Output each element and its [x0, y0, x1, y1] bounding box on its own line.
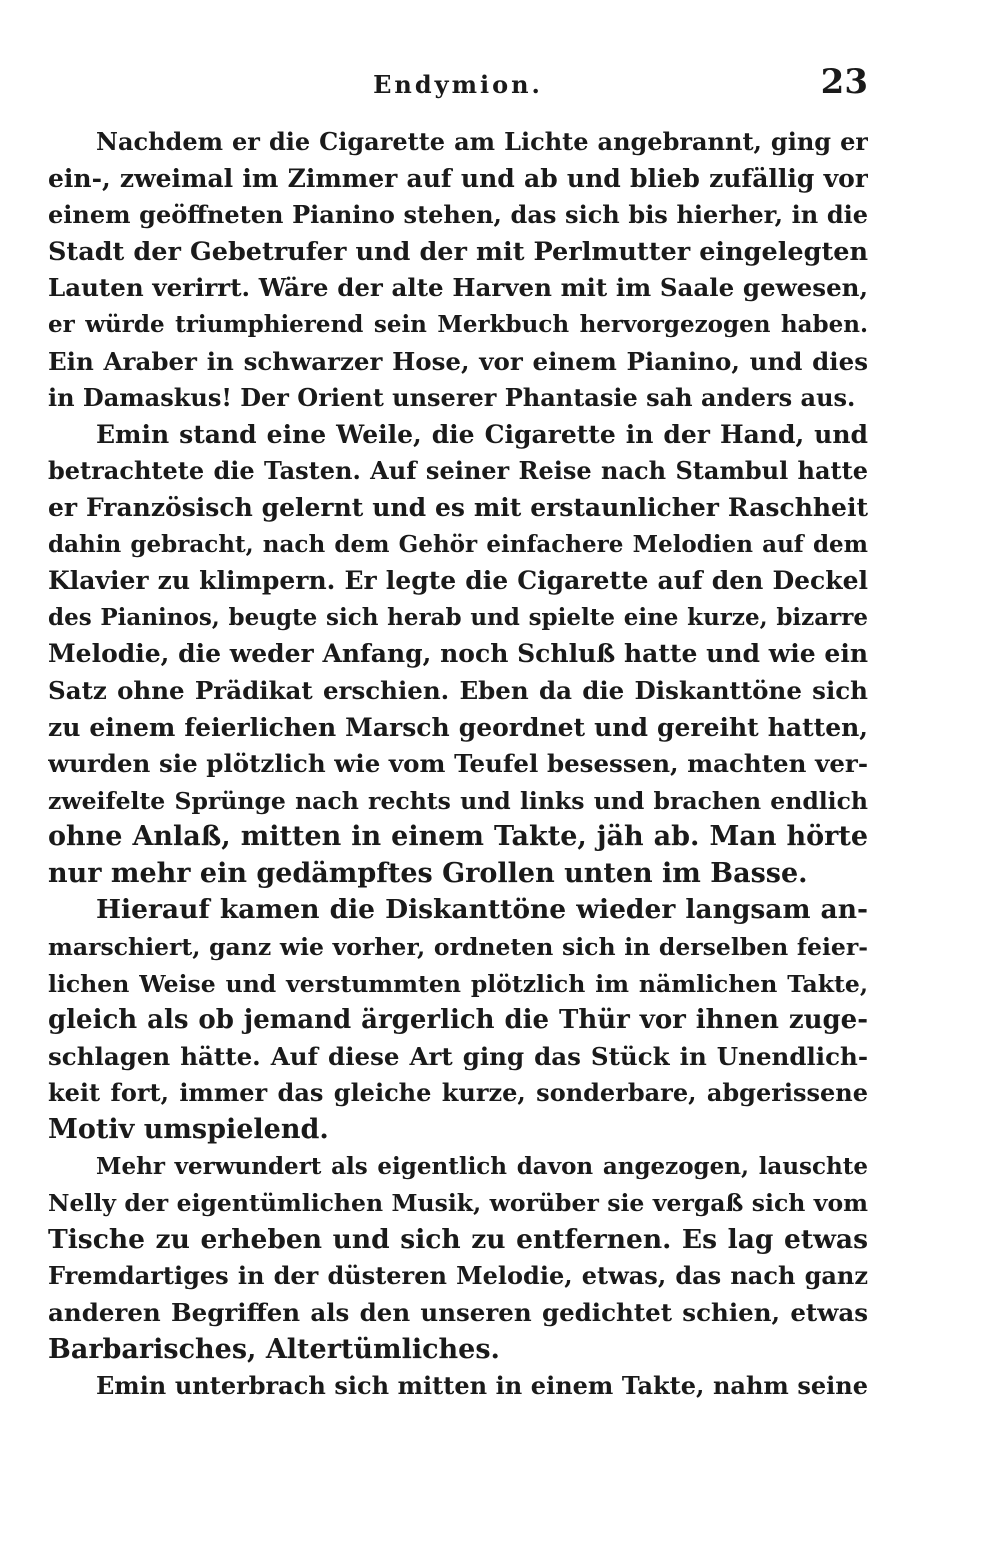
text-line: Emin unterbrach sich mitten in einem Takte, nahm seine — [96, 1371, 868, 1401]
text-line: Lauten verirrt. Wäre der alte Harven mit im Saale gewesen, — [48, 273, 868, 303]
text-line: Mehr verwundert als eigentlich davon angezogen, lauschte — [96, 1152, 868, 1180]
text-line: Klavier zu klimpern. Er legte die Cigarette auf den Deckel — [48, 566, 868, 596]
text-line: Satz ohne Prädikat erschien. Eben da die Diskanttöne sich — [48, 675, 868, 705]
text-line: Barbarisches, Altertümliches. — [48, 1333, 500, 1365]
text-line: Melodie, die weder Anfang, noch Schluß hatte und wie ein — [48, 639, 868, 669]
text-line: lichen Weise und verstummten plötzlich im nämlichen Takte, — [48, 969, 868, 998]
text-line: Nachdem er die Cigarette am Lichte angebrannt, ging er — [96, 127, 868, 156]
text-line: ein-, zweimal im Zimmer auf und ab und blieb zufällig vor — [48, 163, 868, 193]
text-line: Motiv umspielend. — [48, 1114, 329, 1146]
text-line: Fremdartiges in der düsteren Melodie, etwas, das nach ganz — [48, 1261, 868, 1291]
text-line: in Damaskus! Der Orient unserer Phantasie sah anders aus. — [48, 383, 856, 413]
text-line: zu einem feierlichen Marsch geordnet und gereiht hatten, — [48, 712, 868, 742]
text-line: nur mehr ein gedämpftes Grollen unten im Basse. — [48, 857, 808, 889]
text-line: betrachtete die Tasten. Auf seiner Reise nach Stambul hatte — [48, 456, 868, 486]
text-line: einem geöffneten Pianino stehen, das sich bis hierher, in die — [48, 200, 868, 230]
text-line: er Französisch gelernt und es mit erstaunlicher Raschheit — [48, 492, 868, 522]
text-line: ohne Anlaß, mitten in einem Takte, jäh ab. Man hörte — [48, 821, 868, 853]
text-line: marschiert, ganz wie vorher, ordneten sich in derselben feier- — [48, 933, 868, 962]
text-line: dahin gebracht, nach dem Gehör einfachere Melodien auf dem — [48, 530, 868, 558]
text-line: anderen Begriffen als den unseren gedichtet schien, etwas — [48, 1298, 868, 1327]
text-line: Nelly der eigentümlichen Musik, worüber sie vergaß sich vom — [48, 1189, 868, 1218]
page-header — [48, 62, 868, 106]
text-line: keit fort, immer das gleiche kurze, sonderbare, abgerissene — [48, 1078, 868, 1108]
text-line: schlagen hätte. Auf diese Art ging das Stück in Unendlich- — [48, 1041, 868, 1071]
text-line: gleich als ob jemand ärgerlich die Thür vor ihnen zuge- — [48, 1005, 868, 1036]
text-line: Tische zu erheben und sich zu entfernen. Es lag etwas — [48, 1223, 868, 1255]
text-line: zweifelte Sprünge nach rechts und links und brachen endlich — [48, 786, 868, 815]
text-line: wurden sie plötzlich wie vom Teufel besessen, machten ver- — [48, 749, 868, 779]
page-number: 23 — [820, 62, 868, 102]
text-line: des Pianinos, beugte sich herab und spielte eine kurze, bizarre — [48, 603, 868, 631]
body-text — [48, 124, 868, 1405]
text-line: Stadt der Gebetrufer und der mit Perlmutter eingelegten — [48, 236, 868, 267]
text-line: er würde triumphierend sein Merkbuch hervorgezogen haben. — [48, 310, 868, 338]
running-title: Endymion. — [373, 70, 543, 99]
text-line: Emin stand eine Weile, die Cigarette in der Hand, und — [96, 419, 868, 449]
text-line: Hierauf kamen die Diskanttöne wieder langsam an- — [96, 894, 868, 926]
text-line: Ein Araber in schwarzer Hose, vor einem Pianino, und dies — [48, 346, 868, 376]
